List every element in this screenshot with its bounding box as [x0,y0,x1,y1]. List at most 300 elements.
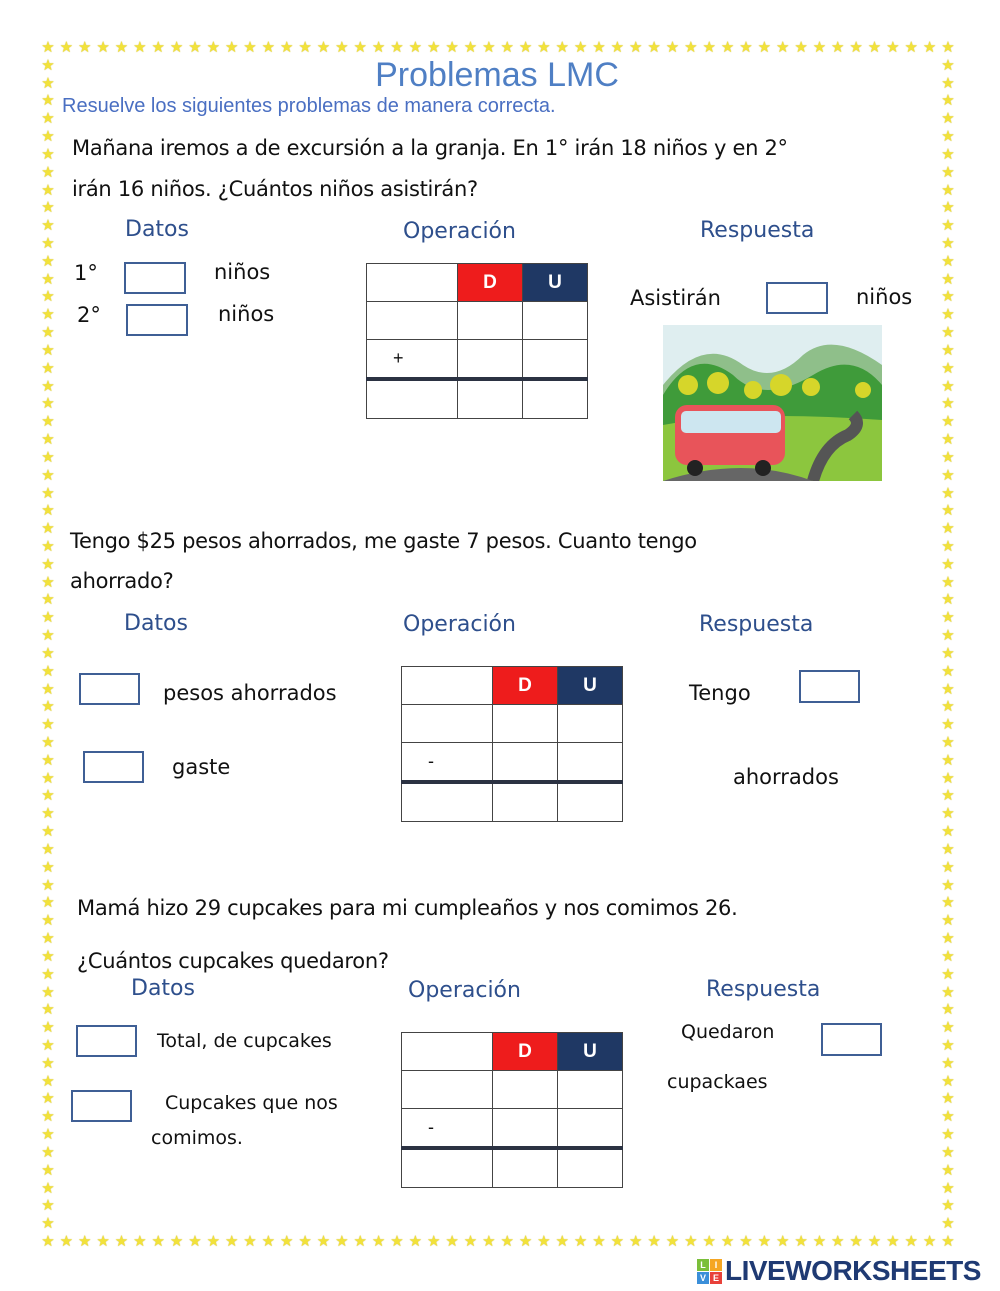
star-icon: ★ [463,38,478,56]
star-icon: ★ [941,661,955,680]
datos-label: Cupcakes que nos [165,1092,338,1114]
unidades-header: U [523,264,588,302]
star-icon: ★ [41,875,55,894]
star-icon: ★ [133,38,147,56]
star-icon: ★ [41,376,55,395]
answer-input[interactable] [126,304,188,336]
table-cell[interactable] [558,1148,623,1188]
star-icon: ★ [720,38,735,56]
star-icon: ★ [941,768,955,787]
star-icon: ★ [941,340,955,359]
operator-sign: - [402,743,493,783]
star-icon: ★ [96,38,110,56]
star-icon: ★ [647,38,661,56]
star-icon: ★ [151,1232,165,1250]
table-cell[interactable] [458,379,523,419]
star-icon: ★ [922,38,937,56]
star-icon: ★ [41,1035,55,1054]
star-icon: ★ [537,38,551,56]
star-icon: ★ [941,91,955,110]
star-icon: ★ [41,572,55,591]
star-icon: ★ [41,733,55,751]
star-icon: ★ [886,38,900,56]
star-icon: ★ [41,323,55,342]
star-icon: ★ [941,822,955,841]
star-icon: ★ [610,38,625,56]
star-icon: ★ [867,38,882,56]
star-icon: ★ [41,287,55,306]
table-cell[interactable] [558,1109,623,1149]
star-icon: ★ [720,1232,735,1250]
star-icon: ★ [41,1000,55,1019]
problem1-text-line1: Mañana iremos a de excursión a la granja. En 1° irán 18 niños y en 2° [72,136,788,160]
star-icon: ★ [922,1232,937,1250]
star-icon: ★ [224,38,239,56]
star-icon: ★ [41,536,55,555]
star-icon: ★ [592,38,606,56]
star-icon: ★ [41,661,55,680]
star-icon: ★ [941,1107,955,1126]
star-icon: ★ [941,109,955,128]
star-icon: ★ [41,590,55,609]
answer-suffix: niños [856,285,913,309]
star-icon: ★ [537,1232,551,1250]
star-icon: ★ [482,38,496,56]
star-icon: ★ [941,483,955,502]
star-icon: ★ [941,358,955,377]
star-icon: ★ [941,1232,955,1250]
star-icon: ★ [41,1071,55,1090]
star-icon: ★ [41,608,55,627]
star-icon: ★ [41,91,55,110]
star-icon: ★ [41,1214,55,1233]
star-icon: ★ [41,1107,55,1126]
star-icon: ★ [941,1214,955,1233]
star-icon: ★ [41,109,55,128]
star-icon: ★ [41,1196,55,1215]
star-icon: ★ [41,893,55,912]
star-icon: ★ [941,626,955,645]
table-cell[interactable] [493,1071,558,1109]
star-icon: ★ [941,269,955,288]
star-icon: ★ [867,1232,882,1250]
star-icon: ★ [941,287,955,306]
star-icon: ★ [206,1232,221,1250]
star-icon: ★ [78,38,92,56]
live-badge-icon: L I V E [697,1259,722,1284]
answer-input[interactable] [766,282,828,314]
star-icon: ★ [41,73,55,92]
star-icon: ★ [941,679,955,698]
star-icon: ★ [941,750,955,769]
datos-label: Total, de cupcakes [157,1030,332,1052]
star-icon: ★ [941,234,955,253]
datos-label: gaste [172,755,231,779]
star-icon: ★ [941,1089,955,1108]
star-icon: ★ [41,412,55,431]
star-icon: ★ [941,127,955,146]
star-icon: ★ [831,1232,845,1250]
table-cell [402,667,493,705]
star-icon: ★ [904,38,918,56]
bus-on-road-illustration [663,325,882,481]
star-icon: ★ [573,38,588,56]
star-icon: ★ [629,1232,643,1250]
answer-input[interactable] [83,751,144,783]
answer-input[interactable] [76,1025,137,1057]
table-cell[interactable] [493,782,558,822]
answer-input[interactable] [124,262,186,294]
operacion-heading: Operación [403,219,516,244]
star-icon: ★ [41,38,55,56]
star-icon: ★ [629,38,643,56]
star-icon: ★ [941,430,955,449]
table-cell[interactable] [367,379,458,419]
star-icon: ★ [941,251,955,270]
table-cell[interactable] [402,1148,493,1188]
star-icon: ★ [41,839,55,858]
star-icon: ★ [941,323,955,342]
star-icon: ★ [941,144,955,163]
star-icon: ★ [941,697,955,716]
answer-suffix: ahorrados [733,765,839,789]
star-icon: ★ [41,234,55,253]
star-icon: ★ [41,447,55,466]
star-icon: ★ [353,38,367,56]
datos-label: 1° [74,261,98,285]
star-icon: ★ [941,839,955,858]
star-icon: ★ [133,1232,147,1250]
star-icon: ★ [518,1232,533,1250]
star-icon: ★ [261,38,276,56]
star-icon: ★ [812,38,827,56]
table-cell[interactable] [558,1071,623,1109]
star-icon: ★ [941,1035,955,1054]
star-icon: ★ [941,982,955,1001]
star-icon: ★ [941,893,955,912]
star-icon: ★ [702,1232,716,1250]
star-icon: ★ [41,394,55,413]
star-icon: ★ [41,305,55,324]
star-icon: ★ [41,198,55,217]
star-icon: ★ [371,38,386,56]
problem3-text-line1: Mamá hizo 29 cupcakes para mi cumpleaños y nos comimos 26. [77,896,738,920]
answer-prefix: Asistirán [630,286,721,310]
star-icon: ★ [59,38,74,56]
star-icon: ★ [775,38,790,56]
star-icon: ★ [408,38,423,56]
star-icon: ★ [41,643,55,662]
table-cell[interactable] [493,1148,558,1188]
star-icon: ★ [169,38,184,56]
star-icon: ★ [849,38,863,56]
star-icon: ★ [665,1232,680,1250]
star-icon: ★ [41,1125,55,1144]
star-icon: ★ [831,38,845,56]
star-icon: ★ [41,768,55,787]
star-icon: ★ [941,1071,955,1090]
star-icon: ★ [941,929,955,948]
table-cell[interactable] [493,1109,558,1149]
problem1-text-line2: irán 16 niños. ¿Cuántos niños asistirán? [72,177,478,201]
star-icon: ★ [408,1232,423,1250]
star-icon: ★ [59,1232,74,1250]
liveworksheets-logo [697,1255,981,1287]
star-icon: ★ [280,1232,294,1250]
star-icon: ★ [445,38,459,56]
star-icon: ★ [941,519,955,538]
star-icon: ★ [41,822,55,841]
star-icon: ★ [941,216,955,235]
star-icon: ★ [41,216,55,235]
table-cell[interactable] [493,705,558,743]
respuesta-heading: Respuesta [700,218,815,243]
star-icon: ★ [757,1232,772,1250]
star-icon: ★ [41,1142,55,1161]
star-icon: ★ [41,946,55,965]
star-icon: ★ [243,38,257,56]
datos-heading: Datos [131,976,195,1001]
star-icon: ★ [445,1232,459,1250]
star-icon: ★ [482,1232,496,1250]
star-icon: ★ [500,38,514,56]
star-icon: ★ [41,1018,55,1037]
star-icon: ★ [941,1142,955,1161]
star-icon: ★ [41,964,55,983]
datos-label: 2° [77,303,101,327]
star-icon: ★ [41,358,55,377]
star-icon: ★ [41,483,55,502]
table-cell[interactable] [402,1071,493,1109]
star-icon: ★ [41,1178,55,1197]
star-icon: ★ [941,1125,955,1144]
star-icon: ★ [41,1160,55,1179]
star-icon: ★ [41,750,55,769]
star-icon: ★ [794,38,808,56]
star-icon: ★ [114,1232,129,1250]
star-icon: ★ [794,1232,808,1250]
star-icon: ★ [941,911,955,930]
respuesta-heading: Respuesta [699,612,814,637]
star-icon: ★ [426,1232,441,1250]
star-icon: ★ [941,554,955,573]
star-icon: ★ [647,1232,661,1250]
star-icon: ★ [941,875,955,894]
table-cell[interactable] [523,340,588,380]
star-icon: ★ [941,572,955,591]
star-icon: ★ [463,1232,478,1250]
operator-sign: + [367,340,458,380]
datos-label: comimos. [151,1127,243,1149]
star-icon: ★ [941,376,955,395]
table-cell[interactable] [558,743,623,783]
star-icon: ★ [353,1232,367,1250]
star-icon: ★ [941,305,955,324]
unidades-header: U [558,1033,623,1071]
star-icon: ★ [41,1089,55,1108]
star-icon: ★ [41,144,55,163]
star-icon: ★ [555,1232,569,1250]
star-icon: ★ [41,804,55,823]
star-icon: ★ [941,857,955,876]
star-icon: ★ [739,1232,753,1250]
star-icon: ★ [41,1053,55,1072]
star-icon: ★ [41,162,55,181]
star-icon: ★ [78,1232,92,1250]
star-icon: ★ [941,501,955,520]
star-icon: ★ [941,733,955,751]
problem2-text-line2: ahorrado? [70,569,174,593]
star-icon: ★ [941,162,955,181]
star-icon: ★ [41,911,55,930]
star-icon: ★ [114,38,129,56]
star-icon: ★ [812,1232,827,1250]
star-icon: ★ [941,1053,955,1072]
star-icon: ★ [371,1232,386,1250]
star-icon: ★ [41,465,55,484]
table-cell[interactable] [402,782,493,822]
star-icon: ★ [96,1232,110,1250]
operation-table [401,1032,623,1188]
star-icon: ★ [41,340,55,359]
star-icon: ★ [684,38,698,56]
table-cell[interactable] [458,302,523,340]
star-icon: ★ [41,430,55,449]
answer-input[interactable] [71,1090,132,1122]
star-icon: ★ [941,964,955,983]
star-icon: ★ [41,251,55,270]
datos-label: pesos ahorrados [163,681,337,705]
star-icon: ★ [886,1232,900,1250]
datos-label: niños [218,302,275,326]
star-icon: ★ [298,1232,312,1250]
star-icon: ★ [573,1232,588,1250]
star-icon: ★ [206,38,221,56]
respuesta-heading: Respuesta [706,977,821,1002]
star-icon: ★ [335,1232,349,1250]
instructions: Resuelve los siguientes problemas de manera correcta. [62,95,556,117]
table-cell[interactable] [558,705,623,743]
star-icon: ★ [941,608,955,627]
star-icon: ★ [941,1178,955,1197]
datos-heading: Datos [125,217,189,242]
star-icon: ★ [316,1232,331,1250]
decenas-header: D [458,264,523,302]
star-icon: ★ [243,1232,257,1250]
table-cell[interactable] [558,782,623,822]
star-icon: ★ [904,1232,918,1250]
star-icon: ★ [41,55,55,74]
table-cell[interactable] [402,705,493,743]
star-icon: ★ [188,1232,202,1250]
star-icon: ★ [941,180,955,199]
star-icon: ★ [739,38,753,56]
table-cell[interactable] [493,743,558,783]
answer-prefix: Quedaron [681,1021,775,1043]
operation-table [401,666,623,822]
star-icon: ★ [500,1232,514,1250]
unidades-header: U [558,667,623,705]
star-icon: ★ [941,73,955,92]
star-icon: ★ [849,1232,863,1250]
star-icon: ★ [518,38,533,56]
star-icon: ★ [41,1232,55,1250]
star-icon: ★ [41,982,55,1001]
star-icon: ★ [390,1232,404,1250]
star-icon: ★ [941,1000,955,1019]
star-icon: ★ [41,715,55,734]
star-icon: ★ [41,697,55,716]
star-icon: ★ [941,715,955,734]
star-icon: ★ [41,626,55,645]
table-cell[interactable] [523,302,588,340]
answer-input[interactable] [821,1023,882,1056]
star-icon: ★ [41,127,55,146]
table-cell[interactable] [458,340,523,380]
star-icon: ★ [335,38,349,56]
star-icon: ★ [941,394,955,413]
star-icon: ★ [941,1196,955,1215]
answer-prefix: Tengo [689,681,751,705]
star-icon: ★ [941,447,955,466]
decenas-header: D [493,1033,558,1071]
answer-suffix: cupackaes [667,1071,768,1093]
answer-input[interactable] [799,670,860,703]
star-icon: ★ [298,38,312,56]
table-cell [367,264,458,302]
star-icon: ★ [426,38,441,56]
star-icon: ★ [775,1232,790,1250]
star-icon: ★ [702,38,716,56]
star-icon: ★ [941,786,955,805]
star-icon: ★ [41,501,55,520]
decenas-header: D [493,667,558,705]
problem3-text-line2: ¿Cuántos cupcakes quedaron? [77,949,389,973]
star-icon: ★ [610,1232,625,1250]
star-icon: ★ [757,38,772,56]
star-icon: ★ [941,465,955,484]
star-icon: ★ [316,38,331,56]
star-icon: ★ [390,38,404,56]
table-cell[interactable] [367,302,458,340]
star-icon: ★ [224,1232,239,1250]
star-icon: ★ [941,536,955,555]
table-cell[interactable] [523,379,588,419]
star-icon: ★ [941,38,955,56]
star-icon: ★ [941,804,955,823]
logo-text: LIVEWORKSHEETS [725,1255,981,1286]
star-icon: ★ [280,38,294,56]
operacion-heading: Operación [408,978,521,1003]
star-icon: ★ [41,554,55,573]
star-icon: ★ [665,38,680,56]
star-icon: ★ [41,269,55,288]
star-icon: ★ [941,1018,955,1037]
star-icon: ★ [684,1232,698,1250]
star-icon: ★ [941,412,955,431]
star-icon: ★ [169,1232,184,1250]
answer-input[interactable] [79,673,140,705]
star-icon: ★ [41,786,55,805]
problem2-text-line1: Tengo $25 pesos ahorrados, me gaste 7 pesos. Cuanto tengo [70,529,697,553]
star-icon: ★ [41,180,55,199]
datos-label: niños [214,260,271,284]
star-icon: ★ [941,1160,955,1179]
star-icon: ★ [41,679,55,698]
star-icon: ★ [941,590,955,609]
table-cell [402,1033,493,1071]
operacion-heading: Operación [403,612,516,637]
